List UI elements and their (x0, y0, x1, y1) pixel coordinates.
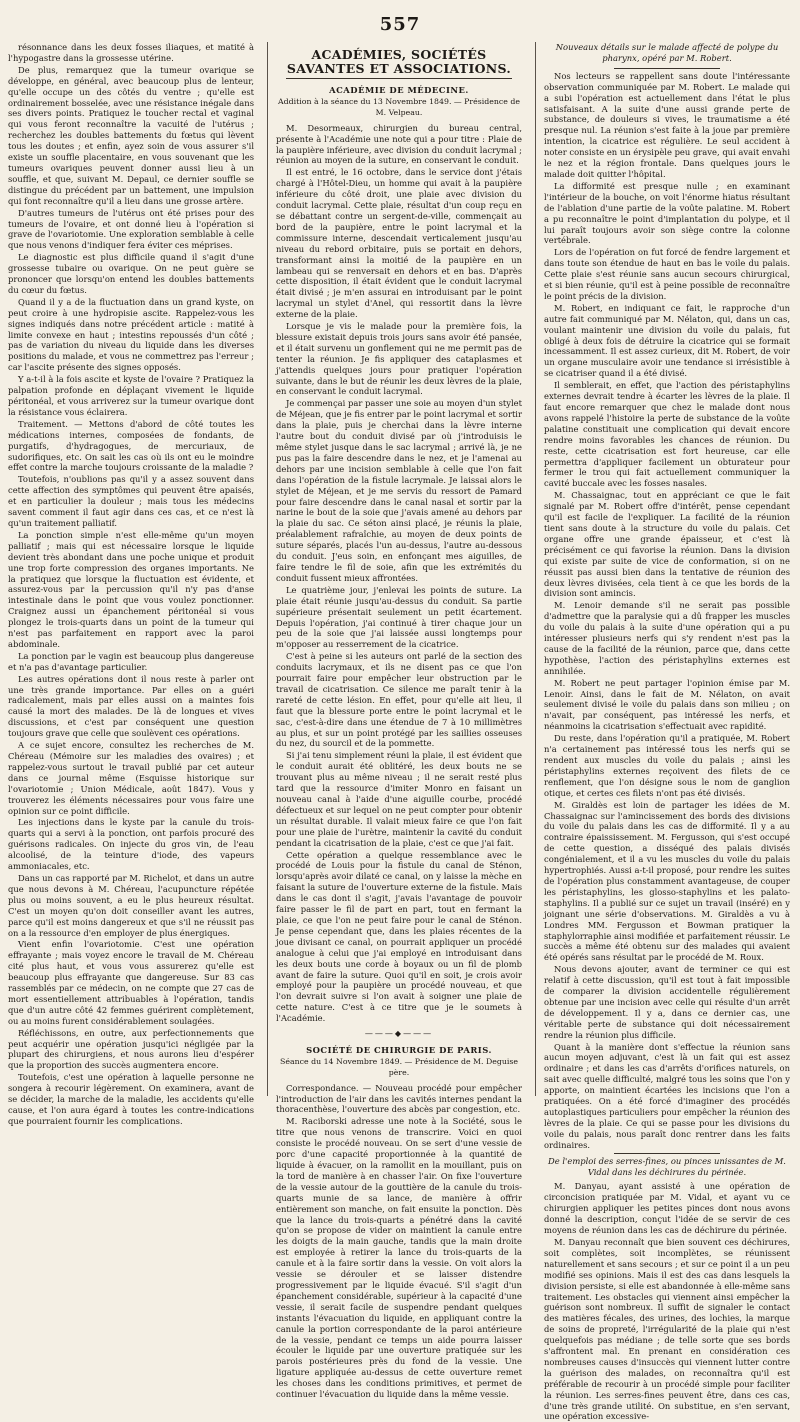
paragraph: Nos lecteurs se rappellent sans doute l'intéressante observation communiquée par M. Robert. Le malade qui a subi l'opération est actuellement dans l'état le plus satisfaisant. A la suite d'une aussi grande perte de substance, de douleurs si vives, le traumatisme a été presque nul. La réunion s'est faite à la joue par première intention, la cicatrice est régulière. Le seul accident à noter consiste en un érysipèle peu grave, qui avait envahi le nez et la région frontale. Dans quelques jours le malade doit quitter l'hôpital. (544, 70, 790, 179)
paragraph: M. Robert, en indiquant ce fait, le rapproche d'un autre fait communiqué par M. Nélaton, qui, dans un cas, voulant maintenir une division du voile du palais, fut obligé à deux fois de détruire la cicatrice qui se formait incessamment. Il est assez curieux, dit M. Robert, de voir un organe musculaire avoir une tendance si irrésistible à se cicatriser quand il a été divisé. (544, 302, 790, 379)
session-line: Addition à la séance du 13 Novembre 1849. — Présidence de M. Velpeau. (278, 96, 520, 117)
paragraph: M. Desormeaux, chirurgien du bureau central, présente à l'Académie une note qui a pour titre : Plaie de la paupière inférieure, avec division du conduit lacrymal ; réunion au moyen de la suture, en conservant le conduit. (276, 122, 522, 166)
column-middle (276, 42, 522, 1400)
page-number: 557 (379, 14, 421, 35)
paragraph: Correspondance. — Nouveau procédé pour empêcher l'introduction de l'air dans les cavités internes pendant la thoracenthèse, l'ouverture des abcès par congestion, etc. (276, 1082, 522, 1115)
paragraph: Dans un cas rapporté par M. Richelot, et dans un autre que nous devons à M. Chéreau, l'acupuncture répétée plus ou moins souvent, a eu le plus heureux résultat. C'est un moyen qu'on doit conseiller avant les autres, parce qu'il est moins dangereux et que s'il ne réussit pas on a la ressource d'en employer de plus énergiques. (8, 872, 254, 938)
ornament-divider: ———◆——— (364, 1029, 434, 1039)
column-rule-left (267, 42, 268, 1096)
paragraph: M. Danyau reconnaît que bien souvent ces déchirures, soit complètes, soit incomplètes, se réunissent naturellement et sans secours ; et sur ce point il a un peu modifié ses opinions. Mais il est des cas dans lesquels la division persiste, si elle est abandonnée à elle-même sans traitement. Les obstacles qui viennent ainsi empêcher la guérison sont nombreux. Il suffit de signaler le contact des matières fécales, des urines, des lochies, la marque de soins de propreté, l'irrégularité de la plaie qui n'est quelquefois pas médiane ; de telle sorte que ses bords s'affrontent mal. En prenant en considération ces nombreuses causes d'insuccès qui viennent lutter contre la guérison des malades, on reconnaîtra qu'il est préférable de recourir à un procédé simple pour faciliter la réunion. Les serres-fines peuvent être, dans ces cas, d'une très grande utilité. On substitue, en s'en servant, une opération excessive- (544, 1236, 790, 1422)
session-line: Séance du 14 Novembre 1849. — Présidence de M. Deguise père. (280, 1056, 518, 1077)
paragraph: Vient enfin l'ovariotomie. C'est une opération effrayante ; mais voyez encore le travail de M. Chéreau cité plus haut, et vous vous assurerez qu'elle est beaucoup plus effrayante que dangereuse. Sur 83 cas rassemblés par ce médecin, on ne compte que 27 cas de mort essentiellement attribuables à l'opération, tandis que d'un autre côté 42 femmes guérirent complètement, ou au moins furent considérablement soulagées. (8, 939, 254, 1026)
paragraph: M. Giraldès est loin de partager les idées de M. Chassaignac sur l'amincissement des bords des divisions du voile du palais dans les cas de difformité. Il y a au contraire épaississement. M. Fergusson, qui s'est occupé de cette question, a disséqué des palais divisés congénialement, et il a vu les muscles du voile du palais hypertrophiés. Aussi a-t-il proposé, pour rendre les suites de l'opération plus constamment avantageuse, de couper les péristaphylins, les glosso-staphylins et les palato-staphylins. Il a publié sur ce sujet un travail (inséré) en y joignant une série d'observations. M. Giraldès a vu à Londres MM. Fergusson et Bowman pratiquer la staphylorraphie ainsi modifiée et parfaitement réussir. Le succès a même été obtenu sur des malades qui avaient été opérés sans résultat par le procédé de M. Roux. (544, 799, 790, 963)
paragraph: Toutefois, n'oublions pas qu'il y a assez souvent dans cette affection des symptômes qui peuvent être apaisés, et en particulier la douleur ; mais tous les médecins savent comment il faut agir dans ces cas, et ce n'est là qu'un traitement palliatif. (8, 474, 254, 528)
paragraph: M. Danyau, ayant assisté à une opération de circoncision pratiquée par M. Vidal, et ayant vu ce chirurgien appliquer les petites pinces dont nous avons donné la description, conçut l'idée de se servir de ces moyens de réunion dans les cas de déchirure du périnée. (544, 1181, 790, 1236)
heading-rule (614, 1153, 720, 1154)
paragraph: Lors de l'opération on fut forcé de fendre largement et dans toute son étendue de haut en bas le voile du palais. Cette plaie s'est réunie sans aucun secours chirurgical, et si bien réunie, qu'il est à peine possible de reconnaître le point précis de la division. (544, 247, 790, 301)
paragraph: De plus, remarquez que la tumeur ovarique se développe, en général, avec beaucoup plus de lenteur, qu'elle occupe un des côtés du ventre ; qu'elle est ordinairement bosselée, avec une résistance inégale dans ses divers points. Pratiquez le toucher rectal et vaginal qui vous feront reconnaître la vacuité de l'utérus ; recherchez les doubles battements du fœtus qui lèvent tous les doutes ; et enfin, ayez soin de vous assurer s'il existe un souffle placentaire, en vous souvenant que les tumeurs ovariques peuvent donner aussi lieu à un souffle, et que, suivant M. Depaul, ce dernier souffle se distingue du précédent par un battement, une impulsion qui font reconnaître qu'il a lieu dans une grosse artère. (8, 64, 254, 206)
section-title: ACADÉMIES, SOCIÉTÉS SAVANTES ET ASSOCIATIONS. (286, 47, 512, 76)
paragraph: Quant à la manière dont s'effectue la réunion sans aucun moyen adjuvant, c'est là un fait qui est assez ordinaire ; et dans les cas d'arrêts d'orifices naturels, on sait avec quelle difficulté, malgré tous les soins que l'on y apporte, on maintient écartées les incisions que l'on a pratiquées. On a été forcé d'imaginer des procédés autoplastiques particuliers pour empêcher la réunion des lèvres de la plaie. Ce qui se passe pour les divisions du voile du palais, nous paraît donc rentrer dans les faits ordinaires. (544, 1041, 790, 1150)
society-heading: SOCIÉTÉ DE CHIRURGIE DE PARIS. (306, 1044, 492, 1055)
paragraph: Nous devons ajouter, avant de terminer ce qui est relatif à cette discussion, qu'il est tout à fait impossible de comparer la division accidentelle régulièrement obtenue par une incision avec celle qui résulte d'un arrêt de développement. Il y a, dans ce dernier cas, une véritable perte de substance qui doit nécessairement rendre la réunion plus difficile. (544, 964, 790, 1040)
paragraph: résonnance dans les deux fosses iliaques, et matité à l'hypogastre dans la grossesse utérine. (8, 42, 254, 63)
paragraph: M. Chassaignac, tout en appréciant ce que le fait signalé par M. Robert offre d'intérêt, pense cependant qu'il est facile de l'expliquer. La facilité de la réunion tient sans doute à la structure du voile du palais. Cet organe offre une grande épaisseur, et c'est là précisément ce qui favorise la réunion. Dans la division qui existe par suite de vice de conformation, si on ne réussit pas aussi bien dans la tentative de réunion des deux lèvres divisées, cela tient à ce que les bords de la division sont amincis. (544, 490, 790, 599)
subsection-heading: Nouveaux détails sur le malade affecté de polype du pharynx, opéré par M. Robert. (555, 42, 779, 63)
column-rule-right (535, 42, 536, 1096)
subsection-heading: De l'emploi des serres-fines, ou pinces unissantes de M. Vidal dans les déchirures du périnée. (548, 1155, 786, 1177)
paragraph: Traitement. — Mettons d'abord de côté toutes les médications internes, composées de fondants, de purgatifs, d'hydragogues, de mercuriaux, de sudorifiques, etc. On sait les cas où ils ont eu le moindre effet contre la marche toujours croissante de la maladie ? (8, 418, 254, 473)
paragraph: D'autres tumeurs de l'utérus ont été prises pour des tumeurs de l'ovaire, et ont donné lieu à l'opération si grave de l'ovariotomie. Une exploration semblable à celle que nous venons d'indiquer fera éviter ces méprises. (8, 207, 254, 251)
paragraph: Toutefois, c'est une opération à laquelle personne ne songera à recourir légèrement. On examinera, avant de se décider, la marche de la maladie, les accidents qu'elle cause, et l'on aura égard à toutes les contre-indications que pourraient fournir les complications. (8, 1072, 254, 1126)
paragraph: La difformité est presque nulle ; en examinant l'intérieur de la bouche, on voit l'énorme hiatus résultant de l'ablation d'une partie de la voûte palatine. M. Robert a pu reconnaître le point d'implantation du polype, et il lui paraît toujours avoir son siège contre la colonne vertébrale. (544, 180, 790, 246)
paragraph: La ponction simple n'est elle-même qu'un moyen palliatif ; mais qui est nécessaire lorsque le liquide devient très abondant dans une poche unique et produit une trop forte compression des organes importants. Ne la pratiquez que lorsque la fluctuation est évidente, et assurez-vous par la percussion qu'il n'y pas d'anse intestinale dans le point que vous voulez ponctionner. Craignez aussi un épanchement péritonéal si vous plongez le trois-quarts dans un point de la tumeur qui n'est pas parfaitement en rapport avec la paroi abdominale. (8, 529, 254, 649)
paragraph: Je commençai par passer une soie au moyen d'un stylet de Méjean, que je fis entrer par le point lacrymal et sortir dans la plaie, puis je cherchai dans la lèvre interne l'autre bout du conduit divisé par où j'introduisis le même stylet jusque dans le sac lacrymal ; arrivé là, je ne pus pas la faire descendre dans le nez, et je l'amenai au dehors par une incision semblable à celle que l'on fait dans l'opération de la fistule lacrymale. Je laissai alors le stylet de Méjean, et je me servis du ressort de Pamard pour faire descendre dans le canal nasal et sortir par la narine le bout de la soie que j'avais amené au dehors par la plaie du sac. Ce séton ainsi placé, je réunis la plaie, préalablement rafraîchie, au moyen de deux points de suture séparés, placés l'un au-dessus, l'autre au-dessous du conduit. J'eus soin, en enfonçant mes aiguilles, de faire tendre le fil de soie, afin que les extrémités du conduit fussent mieux affrontées. (276, 398, 522, 583)
paragraph: Les autres opérations dont il nous reste à parler ont une très grande importance. Par elles on a guéri radicalement, mais par elles aussi on a maintes fois causé la mort des malades. De là de longues et vives discussions, et c'est par conséquent une question toujours grave que celle que soulèvent ces opérations. (8, 673, 254, 739)
column-right (544, 42, 790, 1422)
academy-heading: ACADÉMIE DE MÉDECINE. (329, 85, 469, 95)
paragraph: Les injections dans le kyste par la canule du trois-quarts qui a servi à la ponction, ont parfois procuré des guérisons radicales. On injecte du gros vin, de l'eau alcoolisé, de la teinture d'iode, des vapeurs ammoniacales, etc. (8, 817, 254, 872)
column-left (8, 42, 254, 1126)
paragraph: Le diagnostic est plus difficile quand il s'agit d'une grossesse tubaire ou ovarique. On ne peut guère se prononcer que lorsqu'on entend les doubles battements du cœur du fœtus. (8, 252, 254, 295)
paragraph: M. Lenoir demande s'il ne serait pas possible d'admettre que la paralysie qui a dû frapper les muscles du voile du palais à la suite d'une opération qui a pu intéresser plusieurs nerfs qui s'y rendent n'est pas la cause de la facilité de la réunion, parce que, dans cette hypothèse, l'action des péristaphylins externes est annihilée. (544, 600, 790, 676)
paragraph: Réfléchissons, en outre, aux perfectionnements que peut acquérir une opération jusqu'ici négligée par la plupart des chirurgiens, et nous aurons lieu d'espérer que la proportion des succès augmentera encore. (8, 1027, 254, 1071)
paragraph: M. Robert ne peut partager l'opinion émise par M. Lenoir. Ainsi, dans le fait de M. Nélaton, on avait seulement divisé le voile du palais dans son milieu ; on n'avait, par conséquent, pas intéressé les nerfs, et néanmoins la cicatrisation s'effectuait avec rapidité. (544, 677, 790, 732)
paragraph: M. Raciborski adresse une note à la Société, sous le titre que nous venons de transcrire. Voici en quoi consiste le procédé nouveau. On se sert d'une vessie de porc d'une capacité proportionnée à la quantité de liquide à évacuer, on la ramollit en la mouillant, puis on la tord de manière à en chasser l'air. On fixe l'ouverture de la vessie autour de la gouttière de la canule du trois-quarts munie de sa lance, de manière à offrir entièrement son manche, on fait ensuite la ponction. Dès que la lance du trois-quarts a pénétré dans la cavité qu'on se propose de vider on maintient la canule entre les doigts de la main gauche, tandis que la main droite est employée à retirer la lance du trois-quarts de la canule et à la faire sortir dans la vessie. On voit alors la vessie se dérouler et se laisser distendre progressivement par le liquide évacué. S'il s'agit d'un épanchement considérable, supérieur à la capacité d'une vessie, il serait facile de suspendre pendant quelques instants l'évacuation du liquide, en appliquant contre la canule la portion correspondante de la paroi antérieure de la vessie, pendant ce temps un aide pourra laisser écouler le liquide par une ouverture pratiquée sur les parois postérieures près du fond de la vessie. Une ligature appliquée au-dessus de cette ouverture remet les choses dans les conditions primitives, et permet de continuer l'évacuation du liquide dans la même vessie. (276, 1116, 522, 1400)
paragraph: Lorsque je vis le malade pour la première fois, la blessure existait depuis trois jours sans avoir été pansée, et il était survenu un gonflement qui ne me permit pas de tenter la réunion. Je fis appliquer des cataplasmes et j'attendis quelques jours pour pratiquer l'opération suivante, dans le but de réunir les deux lèvres de la plaie, en conservant le conduit lacrymal. (276, 321, 522, 397)
paragraph: Il est entré, le 16 octobre, dans le service dont j'étais chargé à l'Hôtel-Dieu, un homme qui avait à la paupière inférieure du côté droit, une plaie avec division du conduit lacrymal. Cette plaie, résultat d'un coup reçu en se débattant contre un sergent-de-ville, commençait au bord de la paupière, entre le point lacrymal et la commissure interne, descendait verticalement jusqu'au niveau du rebord orbitaire, puis se portait en dehors, transformant ainsi la moitié de la paupière en un lambeau qui se renversait en dehors et en bas. D'après cette disposition, il était évident que le conduit lacrymal était divisé ; je m'en assurai en introduisant par le point lacrymal un stylet d'Anel, qui ressortit dans la lèvre externe de la plaie. (276, 167, 522, 320)
paragraph: Quand il y a de la fluctuation dans un grand kyste, on peut croire à une hydropisie ascite. Rappelez-vous les signes indiqués dans notre précédent article : matité à limite convexe en haut ; intestins repoussés d'un côté ; pas de variation du niveau du liquide dans les diverses positions du malade, et vous ne commettrez pas l'erreur ; car l'ascite présente des signes opposés. (8, 296, 254, 373)
paragraph: C'est à peine si les auteurs ont parlé de la section des conduits lacrymaux, et ils ne disent pas ce que l'on pourrait faire pour empêcher leur obstruction par le travail de cicatrisation. Ce silence me paraît tenir à la rareté de cette lésion. En effet, pour qu'elle ait lieu, il faut que la blessure porte entre le point lacrymal et le sac, c'est-à-dire dans une étendue de 7 à 10 millimètres au plus, et sur un point protégé par les saillies osseuses du nez, du sourcil et de la pommette. (276, 651, 522, 749)
title-underline (286, 78, 512, 79)
paragraph: La ponction par le vagin est beaucoup plus dangereuse et n'a pas d'avantage particulier. (8, 650, 254, 672)
paragraph: Y a-t-il à la fois ascite et kyste de l'ovaire ? Pratiquez la palpation profonde en déplaçant vivement le liquide péritonéal, et vous arriverez sur la tumeur ovarique dont la résistance vous éclairera. (8, 374, 254, 417)
paragraph: Du reste, dans l'opération qu'il a pratiquée, M. Robert n'a certainement pas intéressé tous les nerfs qui se rendent aux muscles du voile du palais ; ainsi les péristaphylins externes reçoivent des filets de ce renflement, que l'on désigne sous le nom de ganglion otique, et certes ces filets n'ont pas été divisés. (544, 733, 790, 798)
paragraph: Si j'ai tenu simplement réuni la plaie, il est évident que le conduit aurait été oblitéré, les deux bouts ne se trouvant plus au même niveau ; il ne serait resté plus tard que la ressource d'imiter Monro en faisant un nouveau canal à l'aide d'une aiguille courbe, procédé défectueux et sur lequel on ne peut compter pour obtenir un résultat durable. Il valait mieux faire ce que l'on fait pour une plaie de l'urètre, maintenir la cavité du conduit pendant la cicatrisation de la plaie, c'est ce que j'ai fait. (276, 750, 522, 848)
paragraph: Cette opération a quelque ressemblance avec le procédé de Louis pour la fistule du canal de Sténon, lorsqu'après avoir dilaté ce canal, on y laisse la mèche en faisant la suture de l'ouverture externe de la fistule. Mais dans le cas dont il s'agit, j'avais l'avantage de pouvoir faire passer le fil de part en part, tout en fermant la plaie, ce que l'on ne peut faire pour le canal de Sténon. Je pense cependant que, dans les plaies récentes de la joue divisant ce canal, on pourrait appliquer un procédé analogue à celui que j'ai employé en introduisant dans les deux bouts une corde à boyaux ou un fil de plomb avant de faire la suture. Quoi qu'il en soit, je crois avoir employé pour la paupière un procédé nouveau, et que l'on devrait suivre si l'on avait à soigner une plaie de cette nature. C'est à ce titre que je le soumets à l'Académie. (276, 849, 522, 1024)
heading-rule (614, 68, 720, 69)
paragraph: Il semblerait, en effet, que l'action des péristaphylins externes devrait tendre à écarter les lèvres de la plaie. Il faut encore remarquer que chez le malade dont nous avons rappelé l'histoire la perte de substance de la voûte palatine constituait une complication qui devait encore rendre moins favorables les chances de réunion. Du reste, cette cicatrisation est fort heureuse, car elle permettra d'appliquer facilement un obturateur pour fermer le trou qui fait actuellement communiquer la cavité buccale avec les fosses nasales. (544, 380, 790, 489)
paragraph: A ce sujet encore, consultez les recherches de M. Chéreau (Mémoire sur les maladies des ovaires) ; et rappelez-vous surtout le travail publié par cet auteur dans ce journal même (Esquisse historique sur l'ovariotomie ; Union Médicale, août 1847). Vous y trouverez les éléments nécessaires pour vous faire une opinion sur ce point difficile. (8, 740, 254, 816)
paragraph: Le quatrième jour, j'enlevai les points de suture. La plaie était réunie jusqu'au-dessus du conduit. Sa partie supérieure présentait seulement un petit écartement. Depuis l'opération, j'ai continué à tirer chaque jour un peu de la soie que j'ai laissée aussi longtemps pour m'opposer au resserrement de la cicatrice. (276, 584, 522, 650)
